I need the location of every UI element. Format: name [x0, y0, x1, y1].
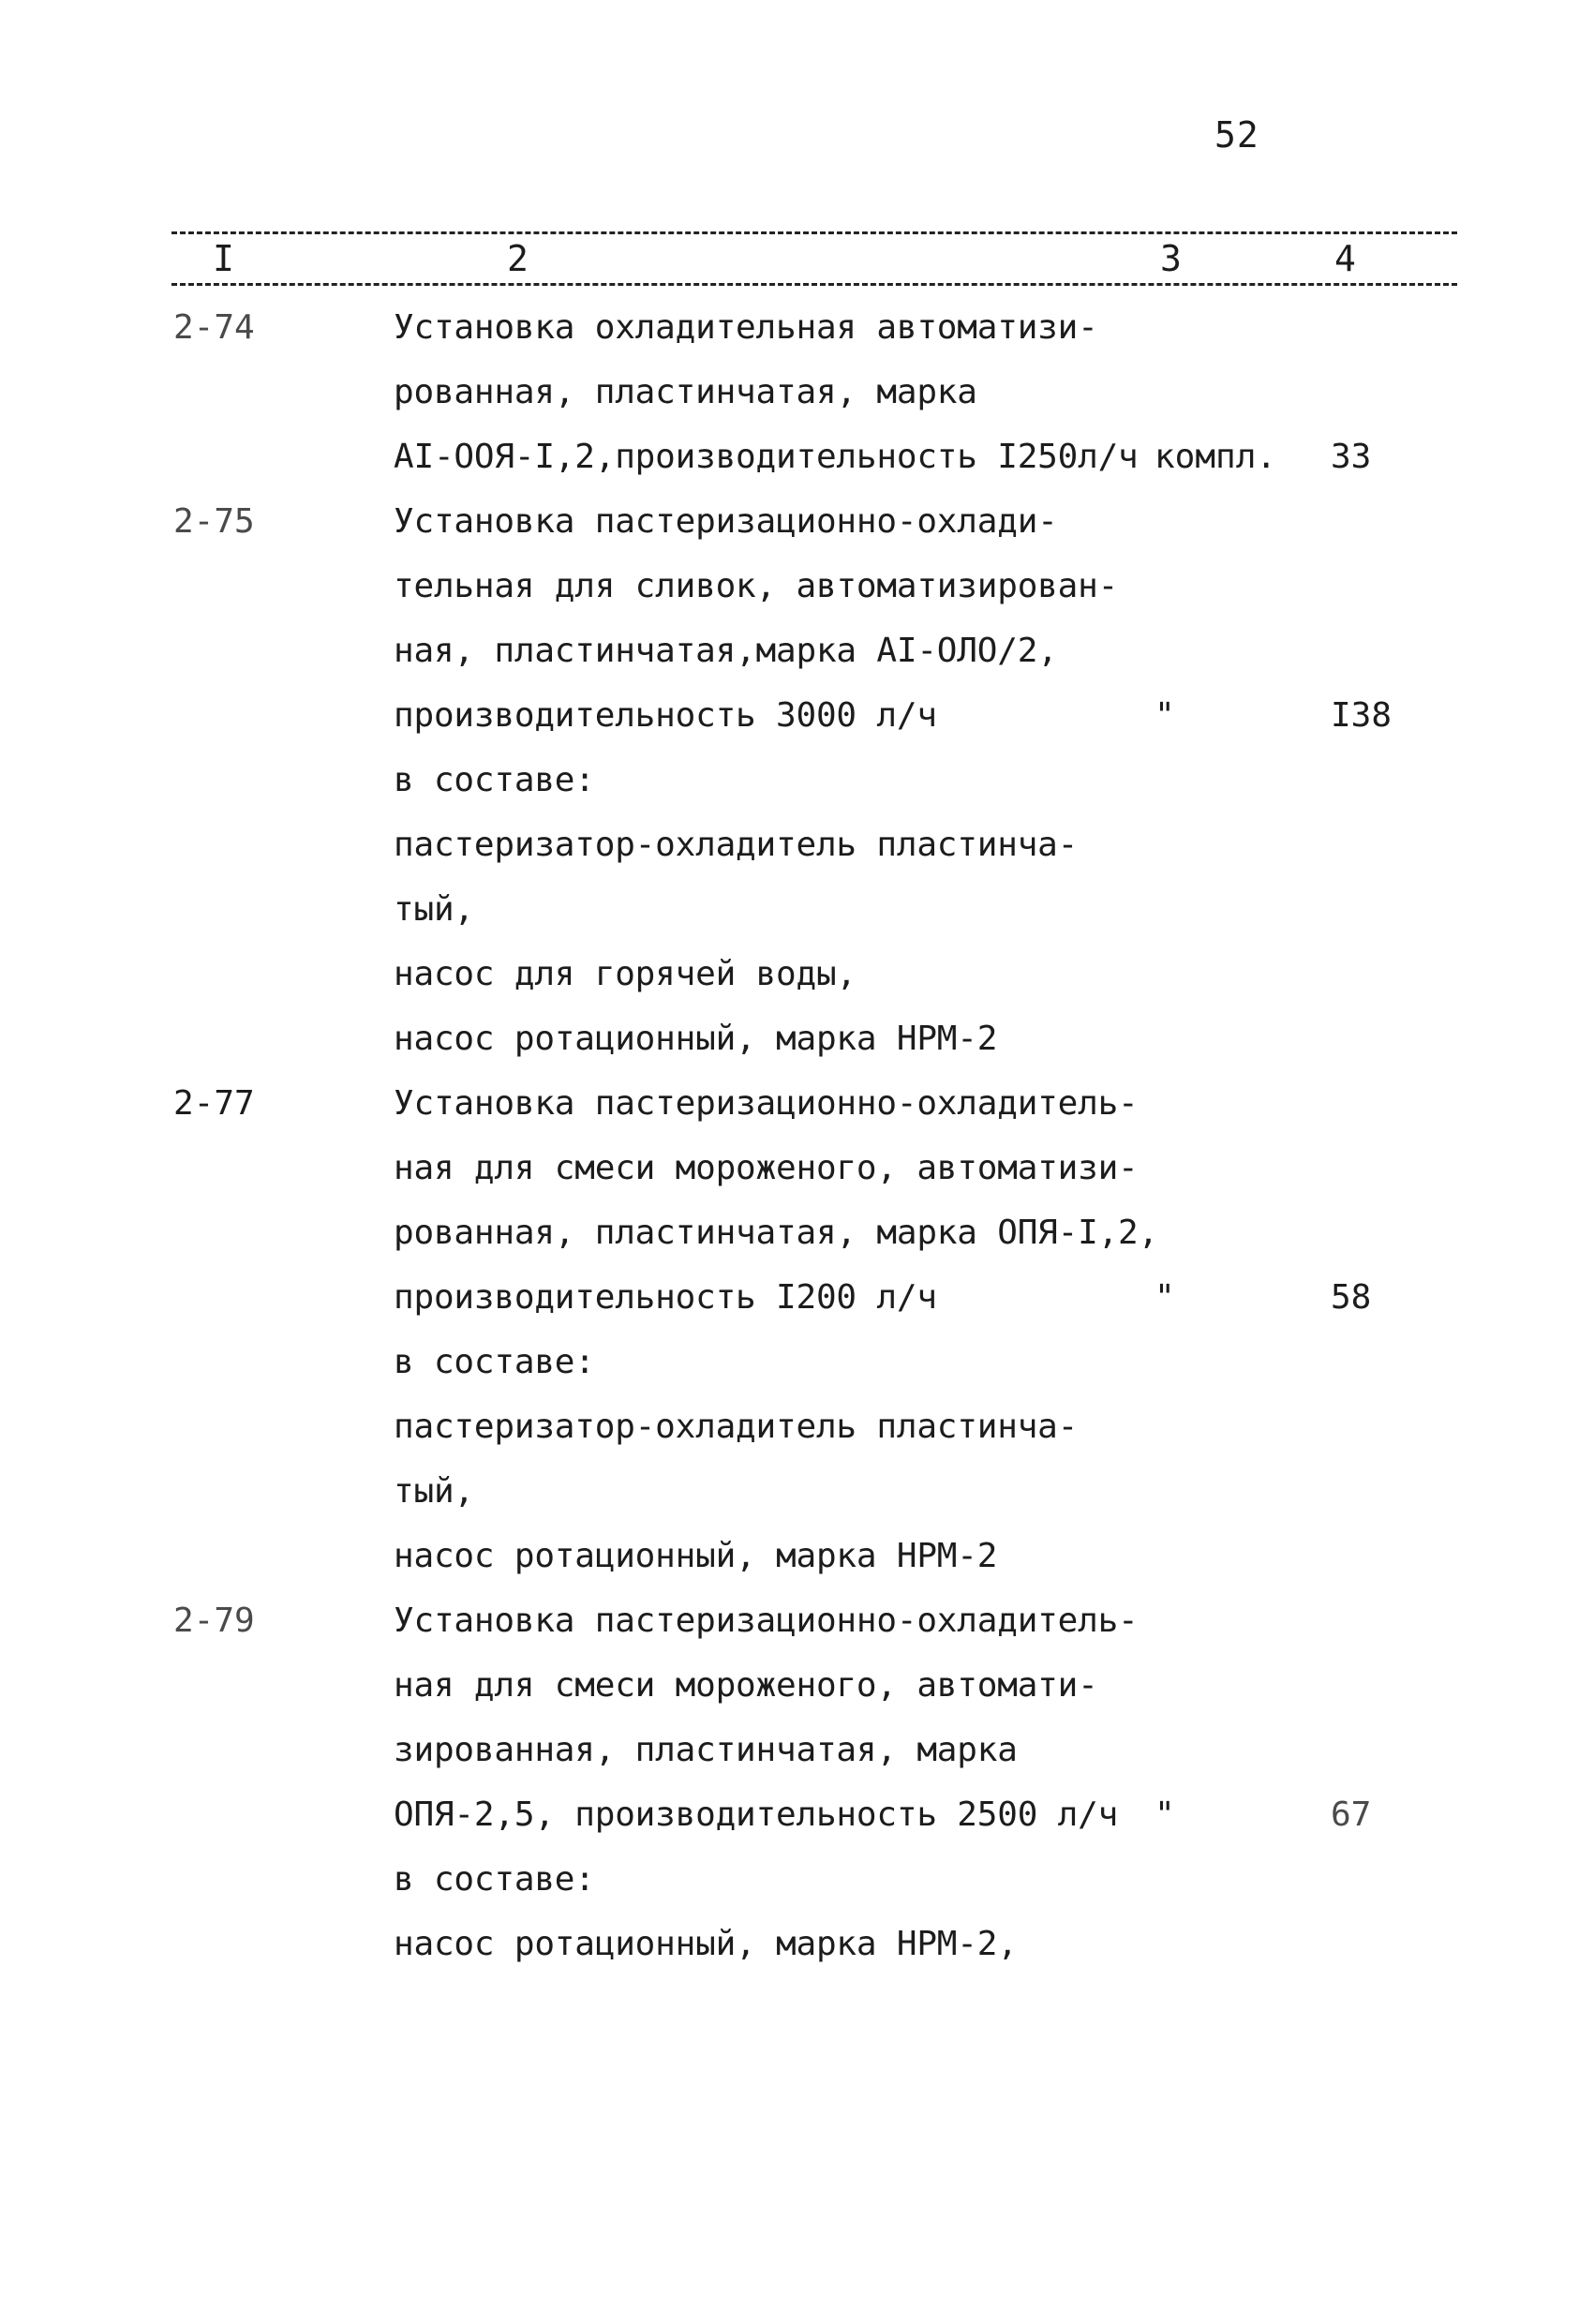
page-number: 52	[1214, 114, 1259, 156]
table-row	[0, 1266, 1594, 1330]
table-row	[0, 296, 1594, 360]
column-header-4: 4	[1334, 238, 1356, 279]
table-header-bottom-rule	[171, 283, 1457, 286]
table-row	[0, 490, 1594, 554]
item-description: тый,	[394, 1472, 474, 1511]
item-description: ОПЯ-2,5, производительность 2500 л/ч	[394, 1795, 1119, 1834]
table-row	[0, 813, 1594, 877]
table-row	[0, 1331, 1594, 1394]
item-quantity: 58	[1331, 1278, 1372, 1317]
item-description: Установка пастеризационно-охлади-	[394, 502, 1058, 541]
item-description: АI-ООЯ-I,2,производительность I250л/ч	[394, 438, 1139, 476]
item-code: 2-79	[173, 1601, 255, 1640]
item-unit: компл.	[1155, 438, 1277, 476]
table-row	[0, 878, 1594, 942]
item-description: пастеризатор-охладитель пластинча-	[394, 1408, 1079, 1446]
item-description: ная для смеси мороженого, автомати-	[394, 1666, 1098, 1705]
item-description: насос ротационный, марка НРМ-2	[394, 1537, 998, 1575]
item-description: Установка охладительная автоматизи-	[394, 308, 1098, 347]
item-description: производительность I200 л/ч	[394, 1278, 937, 1317]
table-header-top-rule	[171, 231, 1457, 234]
item-description: тельная для сливок, автоматизирован-	[394, 567, 1119, 605]
table-row	[0, 1783, 1594, 1847]
item-unit: "	[1155, 1795, 1175, 1834]
item-description: зированная, пластинчатая, марка	[394, 1731, 1018, 1769]
column-header-3: 3	[1160, 238, 1182, 279]
item-code: 2-77	[173, 1084, 255, 1123]
item-description: ная, пластинчатая,марка АI-ОЛО/2,	[394, 632, 1058, 670]
table-row	[0, 1395, 1594, 1459]
table-row	[0, 1007, 1594, 1071]
table-row	[0, 943, 1594, 1006]
item-description: производительность 3000 л/ч	[394, 696, 937, 735]
item-unit: "	[1155, 1278, 1175, 1317]
table-row	[0, 1848, 1594, 1912]
item-description: тый,	[394, 890, 474, 929]
item-description: Установка пастеризационно-охладитель-	[394, 1084, 1139, 1123]
column-header-2: 2	[507, 238, 529, 279]
item-quantity: I38	[1331, 696, 1393, 735]
item-code: 2-75	[173, 502, 255, 541]
item-description: насос ротационный, марка НРМ-2	[394, 1020, 998, 1058]
table-row	[0, 1719, 1594, 1782]
table-row	[0, 1072, 1594, 1136]
item-description: рованная, пластинчатая, марка	[394, 373, 977, 411]
table-row	[0, 1137, 1594, 1200]
item-unit: "	[1155, 696, 1175, 735]
table-row	[0, 425, 1594, 489]
table-row	[0, 619, 1594, 683]
item-description: пастеризатор-охладитель пластинча-	[394, 826, 1079, 864]
table-row	[0, 1460, 1594, 1524]
item-description: Установка пастеризационно-охладитель-	[394, 1601, 1139, 1640]
item-description: рованная, пластинчатая, марка ОПЯ-I,2,	[394, 1214, 1159, 1252]
table-row	[0, 555, 1594, 618]
table-row	[0, 1654, 1594, 1718]
item-description: в составе:	[394, 761, 595, 799]
table-row	[0, 684, 1594, 748]
item-description: в составе:	[394, 1860, 595, 1899]
item-description: в составе:	[394, 1343, 595, 1381]
table-row	[0, 1913, 1594, 1976]
table-row	[0, 361, 1594, 425]
item-quantity: 33	[1331, 438, 1372, 476]
column-header-1: I	[213, 238, 234, 279]
item-code: 2-74	[173, 308, 255, 347]
item-description: ная для смеси мороженого, автоматизи-	[394, 1149, 1139, 1187]
table-row	[0, 749, 1594, 812]
item-description: насос ротационный, марка НРМ-2,	[394, 1925, 1018, 1963]
table-row	[0, 1525, 1594, 1588]
table-row	[0, 1589, 1594, 1653]
table-row	[0, 1201, 1594, 1265]
item-quantity: 67	[1331, 1795, 1372, 1834]
item-description: насос для горячей воды,	[394, 955, 857, 993]
